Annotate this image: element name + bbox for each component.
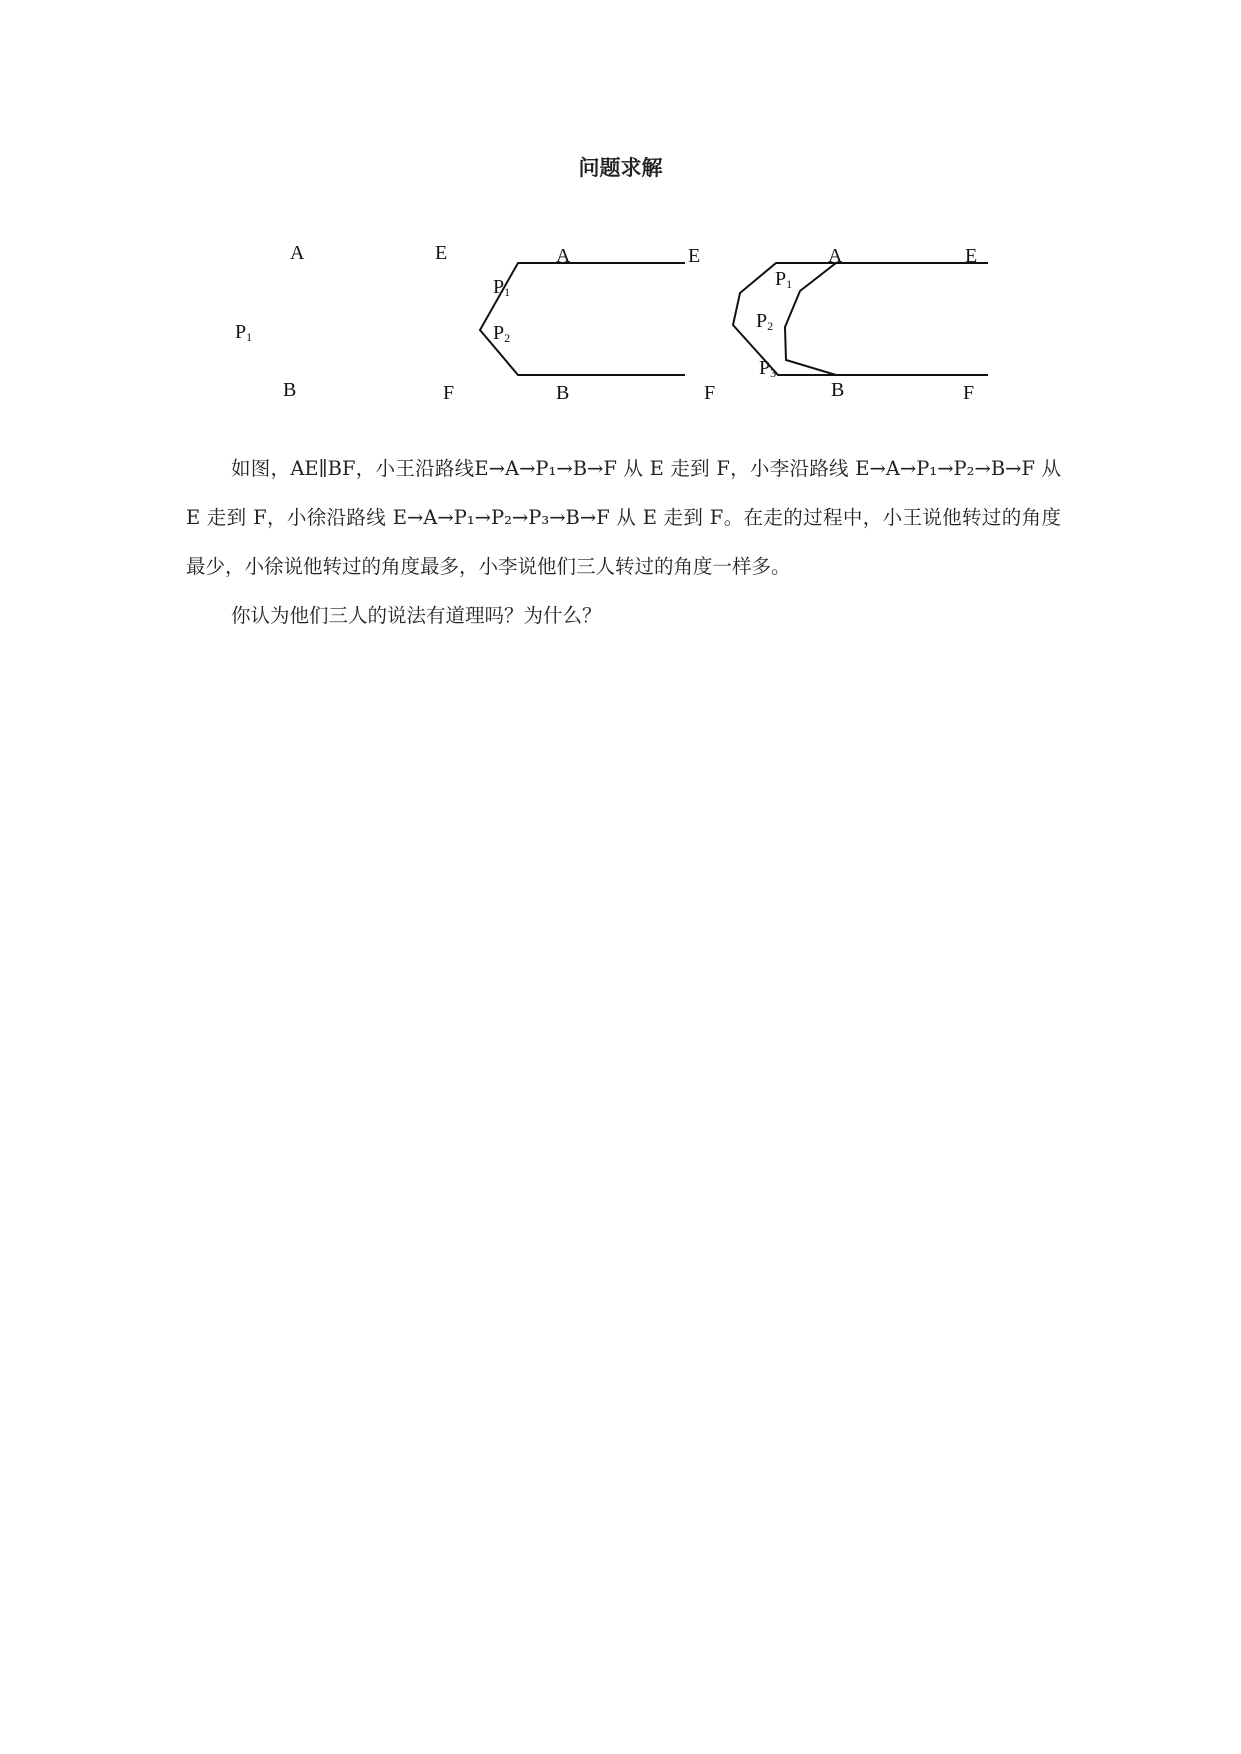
fig3-label-p1: $P_1$	[775, 268, 793, 291]
fig3-label-a: A	[828, 245, 843, 267]
fig2-label-b: B	[556, 382, 570, 404]
fig1-label-a: A	[290, 242, 305, 264]
page-title: 问题求解	[578, 156, 663, 180]
fig1-label-f: F	[443, 382, 455, 404]
fig1-label-e: E	[435, 242, 448, 264]
fig3-label-f: F	[963, 382, 975, 404]
fig1-label-p1: $P_1$	[235, 321, 253, 344]
fig2-label-p1: $P_1$	[493, 276, 511, 299]
fig3-label-p3: $P_3$	[759, 357, 777, 380]
fig3-label-b: B	[831, 379, 845, 401]
fig2-label-a: A	[556, 245, 571, 267]
question-text: 你认为他们三人的说法有道理吗？为什么？	[231, 604, 602, 627]
fig2-label-f: F	[704, 382, 716, 404]
fig1-label-b: B	[283, 379, 297, 401]
fig3-label-e: E	[965, 245, 978, 267]
figure-3-canvas	[0, 0, 1241, 420]
fig3-label-p2: $P_2$	[756, 310, 774, 333]
problem-statement: 如图，AE∥BF，小王沿路线E→A→P₁→B→F 从 E 走到 F，小李沿路线 E→A→P₁→P₂→B→F 从 E 走到 F，小徐沿路线 E→A→P₁→P₂→P₃→B→F 从 E 走到 F。在走的过程中，小王说他转过的角度最少，小徐说他转过的角度最多，小李说他们三人转过的角度一样多。	[186, 457, 1061, 578]
fig2-label-p2: $P_2$	[493, 322, 511, 345]
fig2-label-e: E	[688, 245, 701, 267]
figure-3-path	[785, 263, 988, 375]
